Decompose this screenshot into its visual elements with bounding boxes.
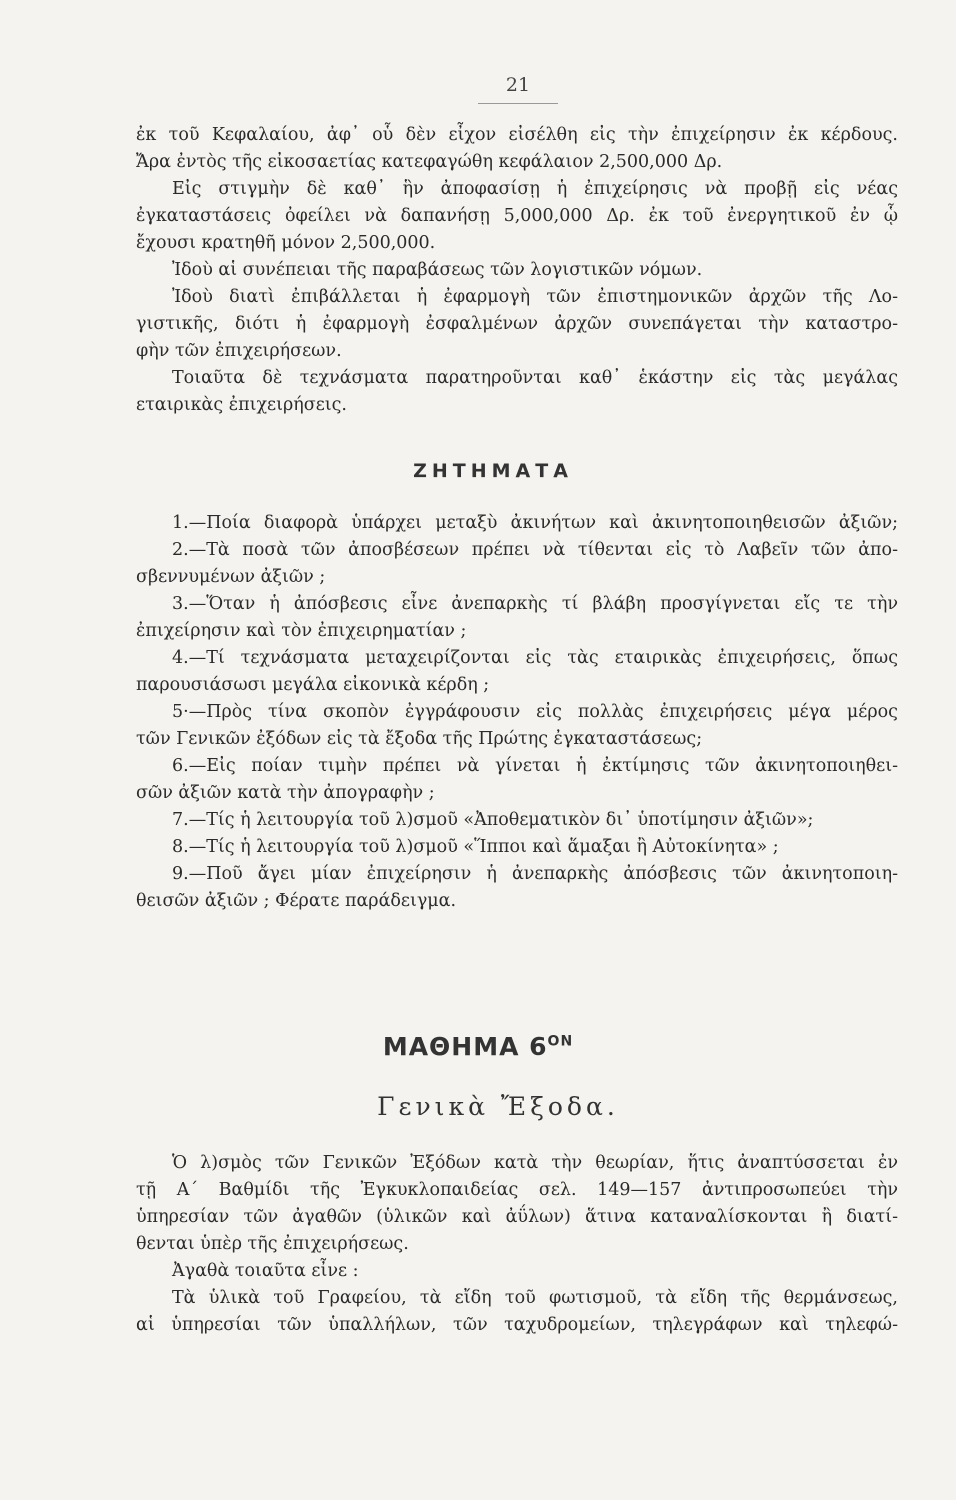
page-number: 21	[505, 74, 531, 96]
question-line: 7.—Τίς ἡ λειτουργία τοῦ λ)σμοῦ «Ἀποθεματικὸν δι᾽ ὑποτίμησιν ἀξιῶν»;	[172, 810, 814, 830]
text-line: θενται ὑπὲρ τῆς ἐπιχειρήσεως.	[136, 1234, 409, 1254]
text-line: Τὰ ὑλικὰ τοῦ Γραφείου, τὰ εἴδη τοῦ φωτισμοῦ, τὰ εἴδη τῆς θερμάνσεως,	[172, 1288, 898, 1308]
text-line: ἐκ τοῦ Κεφαλαίου, ἀφ᾽ οὗ δὲν εἶχον εἰσέλθη εἰς τὴν ἐπιχείρησιν ἐκ κέρδους.	[136, 125, 898, 145]
question-line: 1.—Ποία διαφορὰ ὑπάρχει μεταξὺ ἀκινήτων καὶ ἀκινητοποιηθεισῶν ἀξιῶν;	[172, 513, 898, 533]
text-line: Ἄρα ἐντὸς τῆς εἰκοσαετίας κατεφαγώθη κεφάλαιον 2,500,000 Δρ.	[136, 152, 723, 172]
page-number-rule	[478, 103, 558, 104]
question-line: 3.—Ὅταν ἡ ἀπόσβεσις εἶνε ἀνεπαρκὴς τί βλάβη προσγίγνεται εἴς τε τὴν	[172, 594, 898, 614]
text-line: εταιρικὰς ἐπιχειρήσεις.	[136, 395, 347, 415]
text-line: αἱ ὑπηρεσίαι τῶν ὑπαλλήλων, τῶν ταχυδρομείων, τηλεγράφων καὶ τηλεφώ-	[136, 1315, 898, 1335]
questions-list	[136, 510, 898, 915]
text-line: ὑπηρεσίαν τῶν ἀγαθῶν (ὑλικῶν καὶ ἀΰλων) ἅτινα καταναλίσκονται ἢ διατί-	[136, 1207, 898, 1227]
lesson-heading	[0, 1032, 956, 1061]
question-line: 4.—Τί τεχνάσματα μεταχειρίζονται εἰς τὰς εταιρικὰς ἐπιχειρήσεις, ὅπως	[172, 648, 898, 668]
text-line: φὴν τῶν ἐπιχειρήσεων.	[136, 341, 342, 361]
text-line: Εἰς στιγμὴν δὲ καθ᾽ ἣν ἀποφασίσῃ ἡ ἐπιχείρησις νὰ προβῇ εἰς νέας	[172, 179, 898, 199]
lesson-heading-text: ΜΑΘΗΜΑ 6	[382, 1032, 548, 1061]
question-line: 9.—Ποῦ ἄγει μίαν ἐπιχείρησιν ἡ ἀνεπαρκὴς ἀπόσβεσις τῶν ἀκινητοποιη-	[172, 864, 898, 884]
text-line: Τοιαῦτα δὲ τεχνάσματα παρατηροῦνται καθ᾽ ἑκάστην εἰς τὰς μεγάλας	[172, 368, 898, 388]
question-line: σβεννυμένων ἀξιῶν ;	[136, 567, 326, 587]
text-line: γιστικῆς, διότι ἡ ἐφαρμογὴ ἐσφαλμένων ἀρχῶν συνεπάγεται τὴν καταστρο-	[136, 314, 898, 334]
intro-text	[136, 122, 898, 419]
questions-heading: ΖΗΤΗΜΑΤΑ	[413, 460, 573, 482]
lesson-text	[136, 1150, 898, 1339]
text-line: ἔχουσι κρατηθῆ μόνον 2,500,000.	[136, 233, 436, 253]
text-line: Ὁ λ)σμὸς τῶν Γενικῶν Ἐξόδων κατὰ τὴν θεωρίαν, ἥτις ἀναπτύσσεται ἐν	[172, 1153, 898, 1173]
question-line: τῶν Γενικῶν ἐξόδων εἰς τὰ ἔξοδα τῆς Πρώτης ἐγκαταστάσεως;	[136, 729, 703, 749]
text-line: τῇ Α΄ Βαθμίδι τῆς Ἐγκυκλοπαιδείας σελ. 149—157 ἀντιπροσωπεύει τὴν	[136, 1180, 898, 1200]
question-line: θεισῶν ἀξιῶν ; Φέρατε παράδειγμα.	[136, 891, 457, 911]
question-line: 5·—Πρὸς τίνα σκοπὸν ἐγγράφουσιν εἰς πολλὰς ἐπιχειρήσεις μέγα μέρος	[172, 702, 898, 722]
text-line: ἐγκαταστάσεις ὀφείλει νὰ δαπανήσῃ 5,000,000 Δρ. ἐκ τοῦ ἐνεργητικοῦ ἐν ᾧ	[136, 206, 898, 226]
question-line: 2.—Τὰ ποσὰ τῶν ἀποσβέσεων πρέπει νὰ τίθενται εἰς τὸ Λαβεῖν τῶν ἀπο-	[172, 540, 898, 560]
lesson-subtitle: Γενικὰ Ἔξοδα.	[377, 1092, 619, 1121]
question-line: ἐπιχείρησιν καὶ τὸν ἐπιχειρηματίαν ;	[136, 621, 467, 641]
text-line: Ἰδοὺ διατὶ ἐπιβάλλεται ἡ ἐφαρμογὴ τῶν ἐπιστημονικῶν ἀρχῶν τῆς Λο-	[172, 287, 898, 307]
question-line: 6.—Εἰς ποίαν τιμὴν πρέπει νὰ γίνεται ἡ ἐκτίμησις τῶν ἀκινητοποιηθει-	[172, 756, 898, 776]
lesson-heading-suffix: ΟΝ	[547, 1033, 574, 1050]
question-line: σῶν ἀξιῶν κατὰ τὴν ἀπογραφὴν ;	[136, 783, 435, 803]
question-line: 8.—Τίς ἡ λειτουργία τοῦ λ)σμοῦ «Ἵπποι καὶ ἅμαξαι ἢ Αὐτοκίνητα» ;	[172, 837, 779, 857]
question-line: παρουσιάσωσι μεγάλα εἰκονικὰ κέρδη ;	[136, 675, 490, 695]
text-line: Ἀγαθὰ τοιαῦτα εἶνε :	[172, 1261, 359, 1281]
text-line: Ἰδοὺ αἱ συνέπειαι τῆς παραβάσεως τῶν λογιστικῶν νόμων.	[172, 260, 703, 280]
